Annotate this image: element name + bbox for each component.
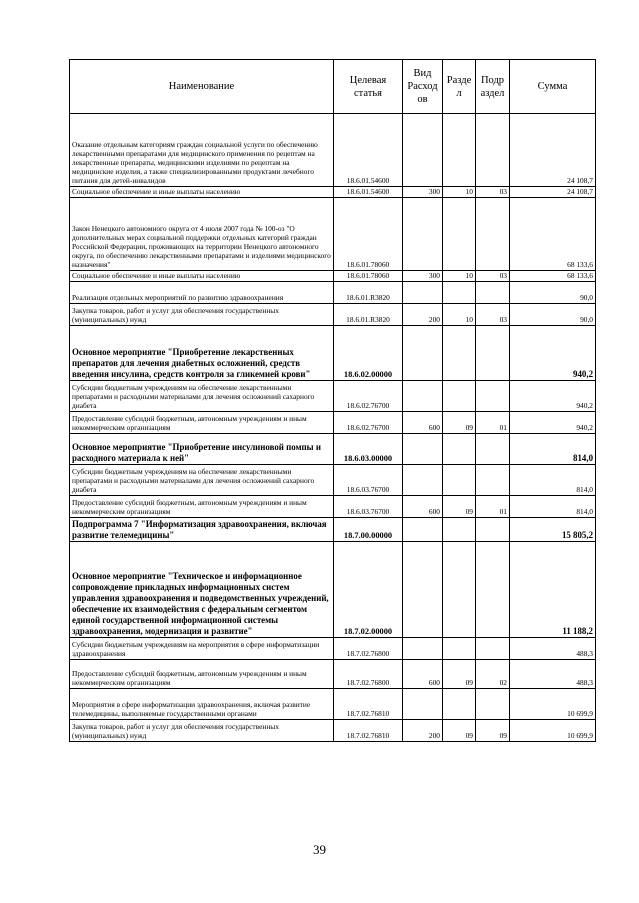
cell-subsection [476, 381, 510, 412]
cell-section: 09 [443, 412, 476, 434]
cell-target: 18.7.02.76810 [334, 720, 403, 742]
table-body [70, 114, 596, 742]
cell-name: Мероприятия в сфере информатизации здравоохранения, включая развитие телемедицины, выполняемые государственными органами [70, 689, 334, 720]
cell-target: 18.6.02.00000 [334, 326, 403, 381]
cell-name: Реализация отдельных мероприятий по развитию здравоохранения [70, 282, 334, 304]
cell-name: Основное мероприятие "Приобретение инсулиновой помпы и расходного материала к ней" [70, 434, 334, 465]
table-row [70, 542, 596, 638]
cell-sum: 488,3 [510, 660, 596, 689]
table-row [70, 271, 596, 282]
cell-expense-type [403, 282, 443, 304]
cell-target: 18.6.01.78060 [334, 271, 403, 282]
table-row [70, 496, 596, 518]
header-target: Целевая статья [334, 60, 403, 114]
cell-section [443, 114, 476, 187]
cell-subsection: 01 [476, 496, 510, 518]
table-row [70, 381, 596, 412]
cell-target: 18.7.02.00000 [334, 542, 403, 638]
cell-target: 18.6.01.54600 [334, 187, 403, 198]
cell-expense-type: 600 [403, 660, 443, 689]
cell-subsection: 03 [476, 271, 510, 282]
cell-name: Закупка товаров, работ и услуг для обеспечения государственных (муниципальных) нужд [70, 304, 334, 326]
cell-name: Основное мероприятие "Приобретение лекарственных препаратов для лечения диабетных осложнений, средств введения инсулина, средств контроля за гликемией крови" [70, 326, 334, 381]
budget-table [69, 59, 596, 742]
cell-sum: 11 188,2 [510, 542, 596, 638]
cell-subsection [476, 434, 510, 465]
cell-sum: 15 805,2 [510, 518, 596, 542]
cell-target: 18.7.02.76800 [334, 638, 403, 660]
cell-sum: 10 699,9 [510, 689, 596, 720]
cell-subsection: 01 [476, 412, 510, 434]
cell-section [443, 689, 476, 720]
cell-section: 10 [443, 304, 476, 326]
cell-target: 18.7.02.76800 [334, 660, 403, 689]
table-row [70, 198, 596, 271]
cell-name: Предоставление субсидий бюджетным, автономным учреждениям и иным некоммерческим организациям [70, 496, 334, 518]
cell-section [443, 198, 476, 271]
table-row [70, 518, 596, 542]
page-number: 39 [313, 842, 326, 857]
table-row [70, 114, 596, 187]
cell-section [443, 638, 476, 660]
cell-target: 18.6.03.76700 [334, 465, 403, 496]
cell-subsection [476, 518, 510, 542]
cell-expense-type [403, 542, 443, 638]
table-row [70, 465, 596, 496]
cell-target: 18.7.00.00000 [334, 518, 403, 542]
cell-sum: 814,0 [510, 434, 596, 465]
cell-sum: 68 133,6 [510, 198, 596, 271]
cell-sum: 10 699,9 [510, 720, 596, 742]
cell-expense-type [403, 465, 443, 496]
cell-sum: 68 133,6 [510, 271, 596, 282]
header-sum: Сумма [510, 60, 596, 114]
cell-subsection: 09 [476, 720, 510, 742]
cell-sum: 814,0 [510, 465, 596, 496]
cell-subsection [476, 198, 510, 271]
cell-subsection [476, 689, 510, 720]
cell-section: 09 [443, 720, 476, 742]
cell-sum: 90,0 [510, 304, 596, 326]
cell-expense-type [403, 518, 443, 542]
table-row [70, 187, 596, 198]
cell-expense-type: 300 [403, 271, 443, 282]
cell-name: Закон Ненецкого автономного округа от 4 июля 2007 года № 100-оз "О дополнительных мерах социальной поддержки отдельных категорий граждан Российской Федерации, проживающих на территории Ненецкого автономного округа, по обеспечению лекарственными препаратами и изделиями медицинского назначения" [70, 198, 334, 271]
cell-target: 18.6.01.54600 [334, 114, 403, 187]
cell-sum: 814,0 [510, 496, 596, 518]
cell-sum: 940,2 [510, 412, 596, 434]
cell-target: 18.6.03.00000 [334, 434, 403, 465]
table-header-row [70, 60, 596, 114]
cell-name: Социальное обеспечение и иные выплаты населению [70, 187, 334, 198]
cell-subsection: 03 [476, 304, 510, 326]
cell-name: Предоставление субсидий бюджетным, автономным учреждениям и иным некоммерческим организациям [70, 412, 334, 434]
cell-target: 18.6.01.R3820 [334, 304, 403, 326]
table-row [70, 638, 596, 660]
cell-sum: 24 108,7 [510, 114, 596, 187]
cell-subsection [476, 542, 510, 638]
cell-name: Закупка товаров, работ и услуг для обеспечения государственных (муниципальных) нужд [70, 720, 334, 742]
cell-sum: 940,2 [510, 326, 596, 381]
header-name: Наименование [70, 60, 334, 114]
cell-expense-type [403, 381, 443, 412]
cell-sum: 488,3 [510, 638, 596, 660]
cell-subsection [476, 326, 510, 381]
cell-expense-type [403, 638, 443, 660]
cell-name: Подпрограмма 7 "Информатизация здравоохранения, включая развитие телемедицины" [70, 518, 334, 542]
cell-expense-type: 200 [403, 720, 443, 742]
table-row [70, 412, 596, 434]
cell-name: Основное мероприятие "Техническое и информационное сопровождение прикладных информационных систем управления здравоохранения и подведомственных учреждений, обеспечение их взаимодействия с федеральным сегментом единой государственной информационной системы здравоохранения, модернизация и развитие" [70, 542, 334, 638]
cell-section [443, 542, 476, 638]
cell-name: Социальное обеспечение и иные выплаты населению [70, 271, 334, 282]
cell-section [443, 326, 476, 381]
cell-expense-type: 600 [403, 496, 443, 518]
cell-subsection: 03 [476, 187, 510, 198]
table-row [70, 326, 596, 381]
cell-subsection [476, 465, 510, 496]
table-row [70, 282, 596, 304]
cell-subsection [476, 638, 510, 660]
cell-section: 10 [443, 187, 476, 198]
table-row [70, 689, 596, 720]
cell-section: 09 [443, 660, 476, 689]
table-row [70, 434, 596, 465]
header-expense-type: Вид Расход ов [403, 60, 443, 114]
cell-sum: 90,0 [510, 282, 596, 304]
header-subsection: Подр аздел [476, 60, 510, 114]
cell-expense-type [403, 114, 443, 187]
cell-sum: 24 108,7 [510, 187, 596, 198]
cell-name: Оказание отдельным категориям граждан социальной услуги по обеспечению лекарственными препаратами для медицинского применения по рецептам на лекарственные препараты, медицинскими изделиями по рецептам на медицинские изделия, а также специализированными продуктами лечебного питания для детей-инвалидов [70, 114, 334, 187]
cell-subsection [476, 282, 510, 304]
cell-section [443, 465, 476, 496]
cell-target: 18.6.03.76700 [334, 496, 403, 518]
cell-expense-type [403, 198, 443, 271]
cell-subsection [476, 114, 510, 187]
cell-target: 18.7.02.76810 [334, 689, 403, 720]
cell-expense-type: 300 [403, 187, 443, 198]
cell-section [443, 434, 476, 465]
cell-section: 10 [443, 271, 476, 282]
cell-section: 09 [443, 496, 476, 518]
cell-expense-type: 600 [403, 412, 443, 434]
cell-subsection: 02 [476, 660, 510, 689]
cell-target: 18.6.02.76700 [334, 381, 403, 412]
cell-section [443, 518, 476, 542]
cell-target: 18.6.01.78060 [334, 198, 403, 271]
cell-target: 18.6.01.R3820 [334, 282, 403, 304]
cell-section [443, 282, 476, 304]
table-row [70, 304, 596, 326]
cell-name: Субсидии бюджетным учреждениям на обеспечение лекарственными препаратами и расходными материалами для лечения осложнений сахарного диабета [70, 465, 334, 496]
cell-expense-type: 200 [403, 304, 443, 326]
cell-expense-type [403, 434, 443, 465]
cell-name: Предоставление субсидий бюджетным, автономным учреждениям и иным некоммерческим организациям [70, 660, 334, 689]
table-row [70, 720, 596, 742]
cell-sum: 940,2 [510, 381, 596, 412]
cell-target: 18.6.02.76700 [334, 412, 403, 434]
cell-expense-type [403, 326, 443, 381]
cell-name: Субсидии бюджетным учреждениям на мероприятия в сфере информатизации здравоохранения [70, 638, 334, 660]
cell-section [443, 381, 476, 412]
cell-expense-type [403, 689, 443, 720]
header-section: Разде л [443, 60, 476, 114]
cell-name: Субсидии бюджетным учреждениям на обеспечение лекарственными препаратами и расходными материалами для лечения осложнений сахарного диабета [70, 381, 334, 412]
table-row [70, 660, 596, 689]
